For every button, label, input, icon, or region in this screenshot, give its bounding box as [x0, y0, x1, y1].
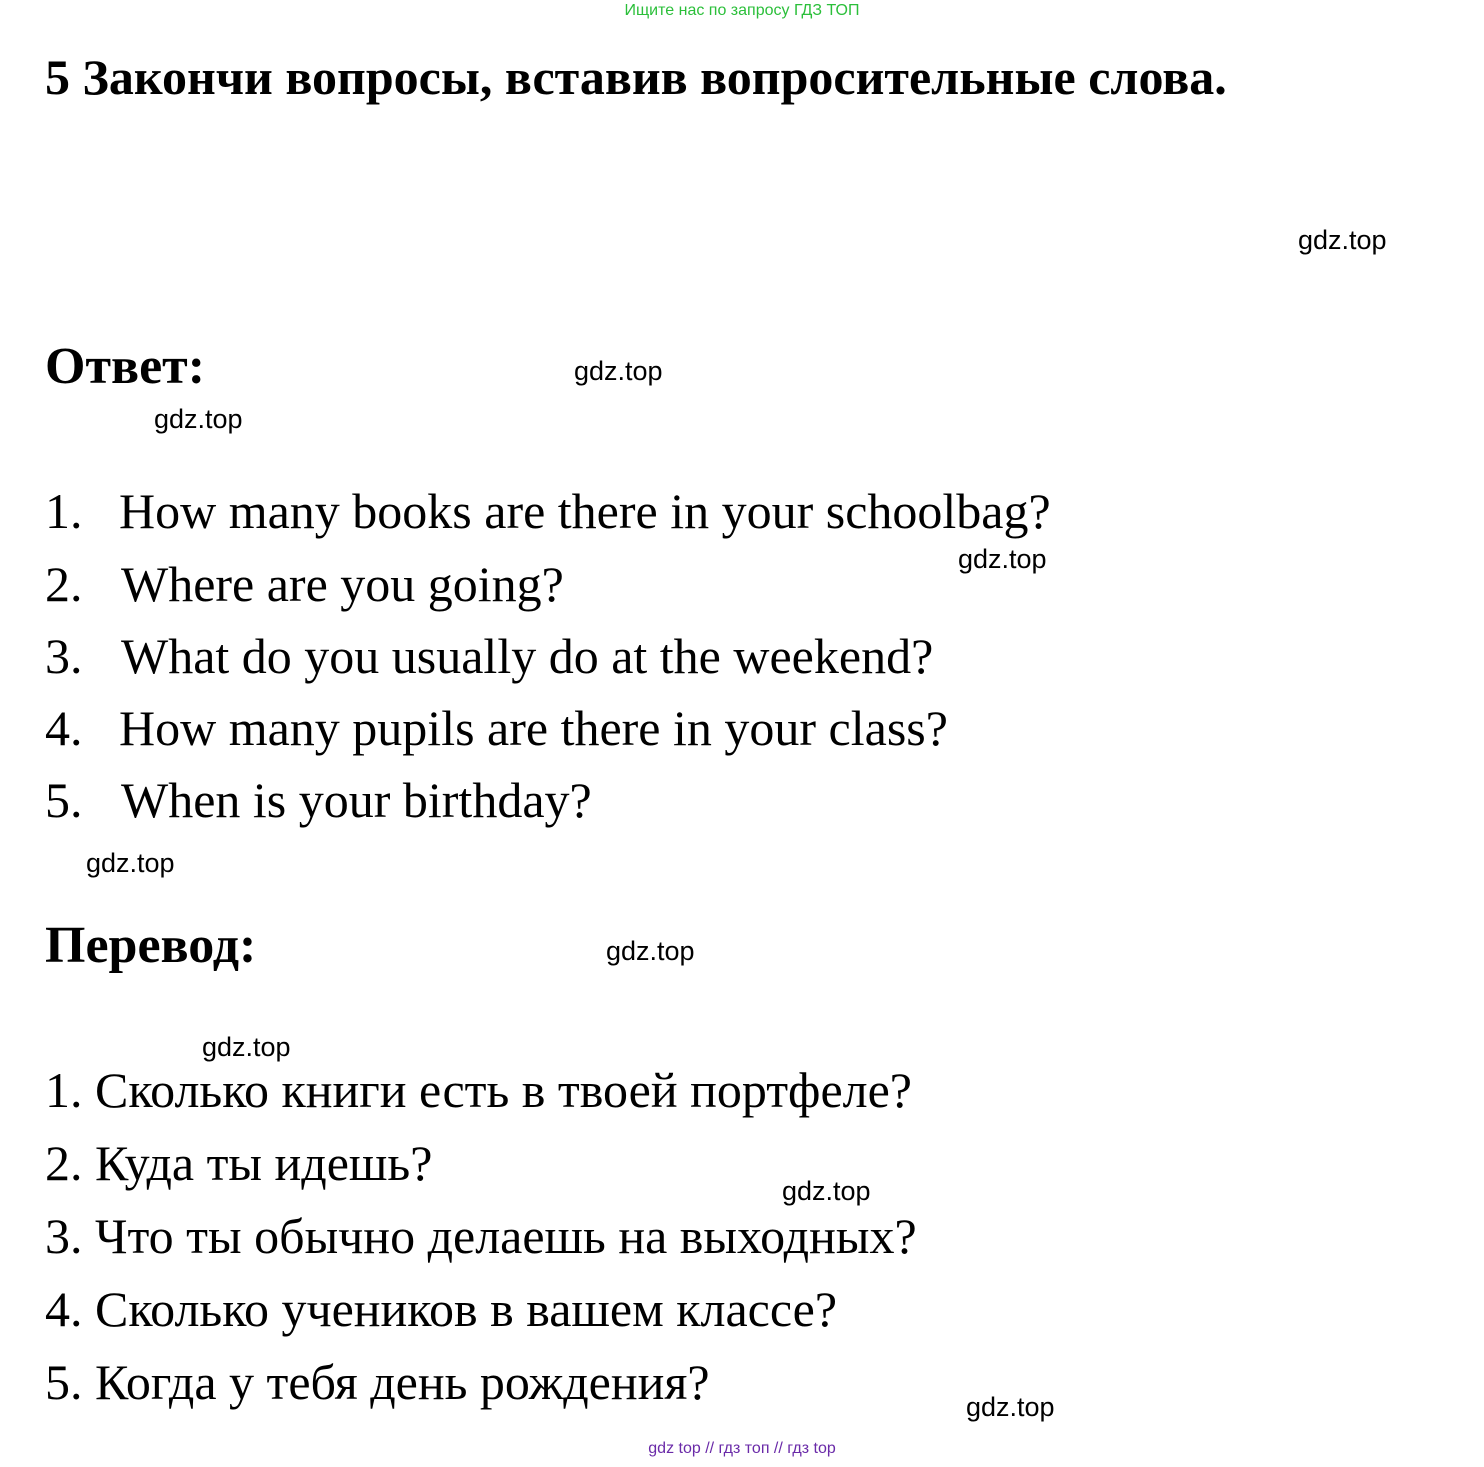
translation-text: Что ты обычно делаешь на выходных?	[95, 1208, 917, 1264]
translation-number: 5.	[45, 1354, 83, 1410]
watermark: gdz.top	[1298, 225, 1387, 255]
answer-number: 2.	[45, 556, 83, 612]
translation-item-5	[45, 1349, 710, 1415]
translation-item-2	[45, 1130, 432, 1196]
translation-text: Сколько учеников в вашем классе?	[95, 1281, 838, 1337]
translation-item-4	[45, 1276, 837, 1342]
translation-item-1	[45, 1057, 912, 1123]
answer-item-1	[45, 478, 1051, 544]
translation-number: 4.	[45, 1281, 83, 1337]
watermark: gdz.top	[958, 544, 1047, 574]
watermark: gdz.top	[782, 1176, 871, 1206]
translation-text: Сколько книги есть в твоей портфеле?	[95, 1062, 912, 1118]
footer-links[interactable]: gdz top // гдз топ // гдз top	[648, 1440, 836, 1457]
answer-item-3	[45, 623, 933, 689]
translation-text: Куда ты идешь?	[95, 1135, 433, 1191]
answer-text: How many books are there in your schoolbag?	[119, 483, 1051, 539]
translation-item-3	[45, 1203, 917, 1269]
answer-number: 3.	[45, 628, 83, 684]
answer-text: When is your birthday?	[121, 772, 592, 828]
watermark: gdz.top	[606, 936, 695, 966]
answer-item-5	[45, 767, 592, 833]
watermark: gdz.top	[574, 356, 663, 386]
watermark: gdz.top	[966, 1392, 1055, 1422]
watermark: gdz.top	[154, 404, 243, 434]
answer-number: 4.	[45, 700, 83, 756]
answer-item-2	[45, 551, 564, 617]
answer-number: 1.	[45, 483, 83, 539]
translation-number: 3.	[45, 1208, 83, 1264]
top-banner-link[interactable]: Ищите нас по запросу ГДЗ ТОП	[624, 2, 860, 19]
answer-text: What do you usually do at the weekend?	[121, 628, 934, 684]
exercise-title: 5 Закончи вопросы, вставив вопросительные слова.	[45, 49, 1227, 105]
answer-text: Where are you going?	[121, 556, 564, 612]
watermark: gdz.top	[202, 1032, 291, 1062]
answer-item-4	[45, 695, 948, 761]
translation-text: Когда у тебя день рождения?	[95, 1354, 710, 1410]
translation-number: 2.	[45, 1135, 83, 1191]
answer-number: 5.	[45, 772, 83, 828]
answer-text: How many pupils are there in your class?	[119, 700, 948, 756]
translation-number: 1.	[45, 1062, 83, 1118]
translation-heading: Перевод:	[45, 917, 257, 974]
answer-heading: Ответ:	[45, 338, 206, 395]
watermark: gdz.top	[86, 848, 175, 878]
